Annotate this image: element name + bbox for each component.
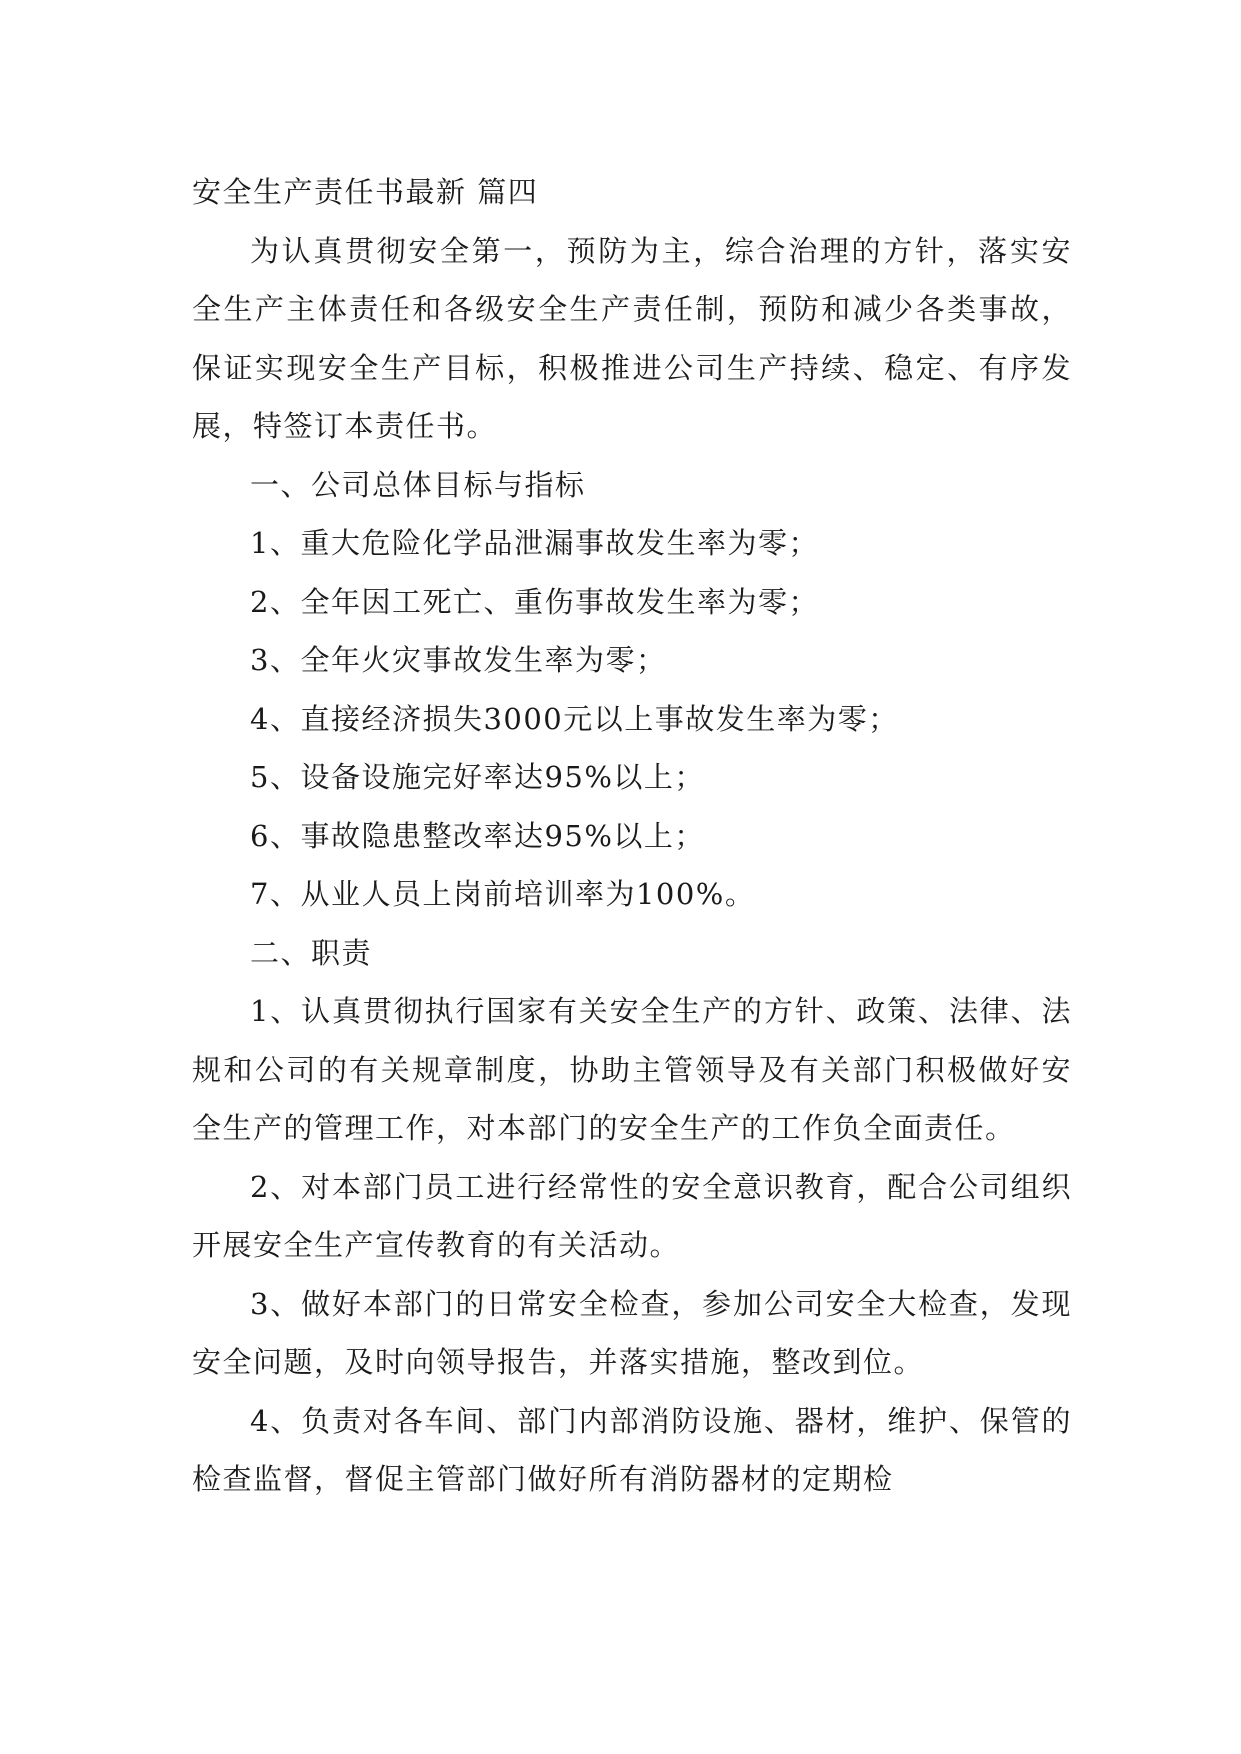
document-page: [192, 163, 1072, 1509]
duty-item-4: 4、负责对各车间、部门内部消防设施、器材，维护、保管的检查监督，督促主管部门做好所有消防器材的定期检: [192, 1403, 1072, 1496]
goal-item-1: 1、重大危险化学品泄漏事故发生率为零；: [250, 526, 819, 560]
goal-item-2: 2、全年因工死亡、重伤事故发生率为零；: [250, 584, 819, 619]
goal-item-4: 4、直接经济损失3000元以上事故发生率为零；: [250, 701, 899, 736]
duty-item-3: 3、做好本部门的日常安全检查，参加公司安全大检查，发现安全问题，及时向领导报告，并落实措施，整改到位。: [192, 1286, 1072, 1379]
goal-item-3: 3、全年火灾事故发生率为零；: [250, 643, 667, 677]
intro-paragraph: 为认真贯彻安全第一，预防为主，综合治理的方针，落实安全生产主体责任和各级安全生产责任制，预防和减少各类事故，保证实现安全生产目标，积极推进公司生产持续、稳定、有序发展，特签订本责任书。: [192, 233, 1072, 443]
section-heading-goals: 一、公司总体目标与指标: [250, 467, 586, 502]
section-heading-duties: 二、职责: [250, 935, 373, 970]
duty-item-1: 1、认真贯彻执行国家有关安全生产的方针、政策、法律、法规和公司的有关规章制度，协助主管领导及有关部门积极做好安全生产的管理工作，对本部门的安全生产的工作负全面责任。: [192, 994, 1072, 1145]
goal-item-6: 6、事故隐患整改率达95%以上；: [250, 818, 705, 853]
goal-item-7: 7、从业人员上岗前培训率为100%。: [250, 877, 756, 911]
duty-item-2: 2、对本部门员工进行经常性的安全意识教育，配合公司组织开展安全生产宣传教育的有关活动。: [192, 1169, 1072, 1262]
goal-item-5: 5、设备设施完好率达95%以上；: [250, 760, 705, 794]
document-title: 安全生产责任书最新 篇四: [192, 175, 539, 209]
